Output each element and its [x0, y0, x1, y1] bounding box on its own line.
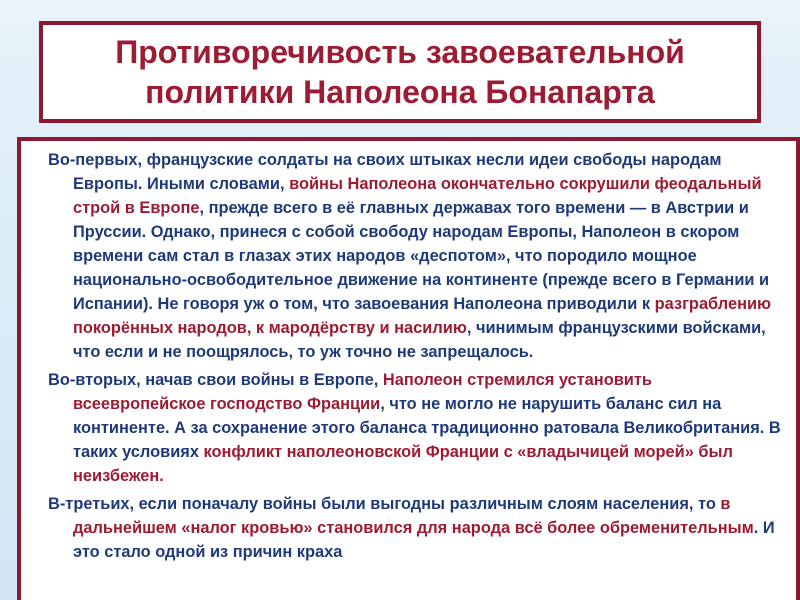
paragraph-text: , прежде всего в её главных державах того времени — в Австрии и Пруссии. Однако, принеся с собой свободу народам Европы, Наполеон в скором времени сам стал в глазах этих народов «деспотом», что породило мощное национально-освободительное движение на континенте (прежде всего в Германии и Испании). Не говоря уж о том, что завоевания Наполеона приводили к	[73, 199, 770, 313]
paragraph-third	[48, 492, 786, 564]
slide-title-line-2: политики Наполеона Бонапарта	[145, 74, 655, 110]
paragraph-text: Во-вторых, начав свои войны в Европе,	[48, 371, 383, 389]
paragraph-text: В-третьих, если поначалу войны были выгодны различным слоям населения, то	[48, 495, 721, 513]
paragraph-text: , чинимым французскими войсками, что если и не поощрялось, то уж точно не запрещалось.	[73, 319, 766, 361]
paragraph-text: . И это стало одной из причин краха	[73, 519, 775, 561]
paragraph-text: Во-первых, французские солдаты на своих штыках несли идеи свободы народам Европы. Иными словами,	[48, 151, 722, 193]
highlighted-text: войны Наполеона окончательно сокрушили феодальный строй в Европе	[73, 175, 762, 217]
highlighted-text: в дальнейшем «налог кровью» становился для народа всё более обременительным	[73, 495, 754, 537]
paragraph-first	[48, 148, 786, 364]
paragraph-text: , что не могло не нарушить баланс сил на континенте. А за сохранение этого баланса традиционно ратовала Великобритания. В таких условиях	[73, 395, 781, 461]
content-box	[17, 137, 800, 600]
highlighted-text: разграблению покорённых народов, к мародёрству и насилию	[73, 295, 772, 337]
highlighted-text: Наполеон стремился установить всеевропейское господство Франции	[73, 371, 652, 413]
slide-title-line-1: Противоречивость завоевательной	[115, 34, 685, 70]
title-box	[39, 21, 761, 123]
paragraph-second	[48, 368, 786, 488]
highlighted-text: конфликт наполеоновской Франции с «владычицей морей» был неизбежен.	[73, 443, 733, 485]
